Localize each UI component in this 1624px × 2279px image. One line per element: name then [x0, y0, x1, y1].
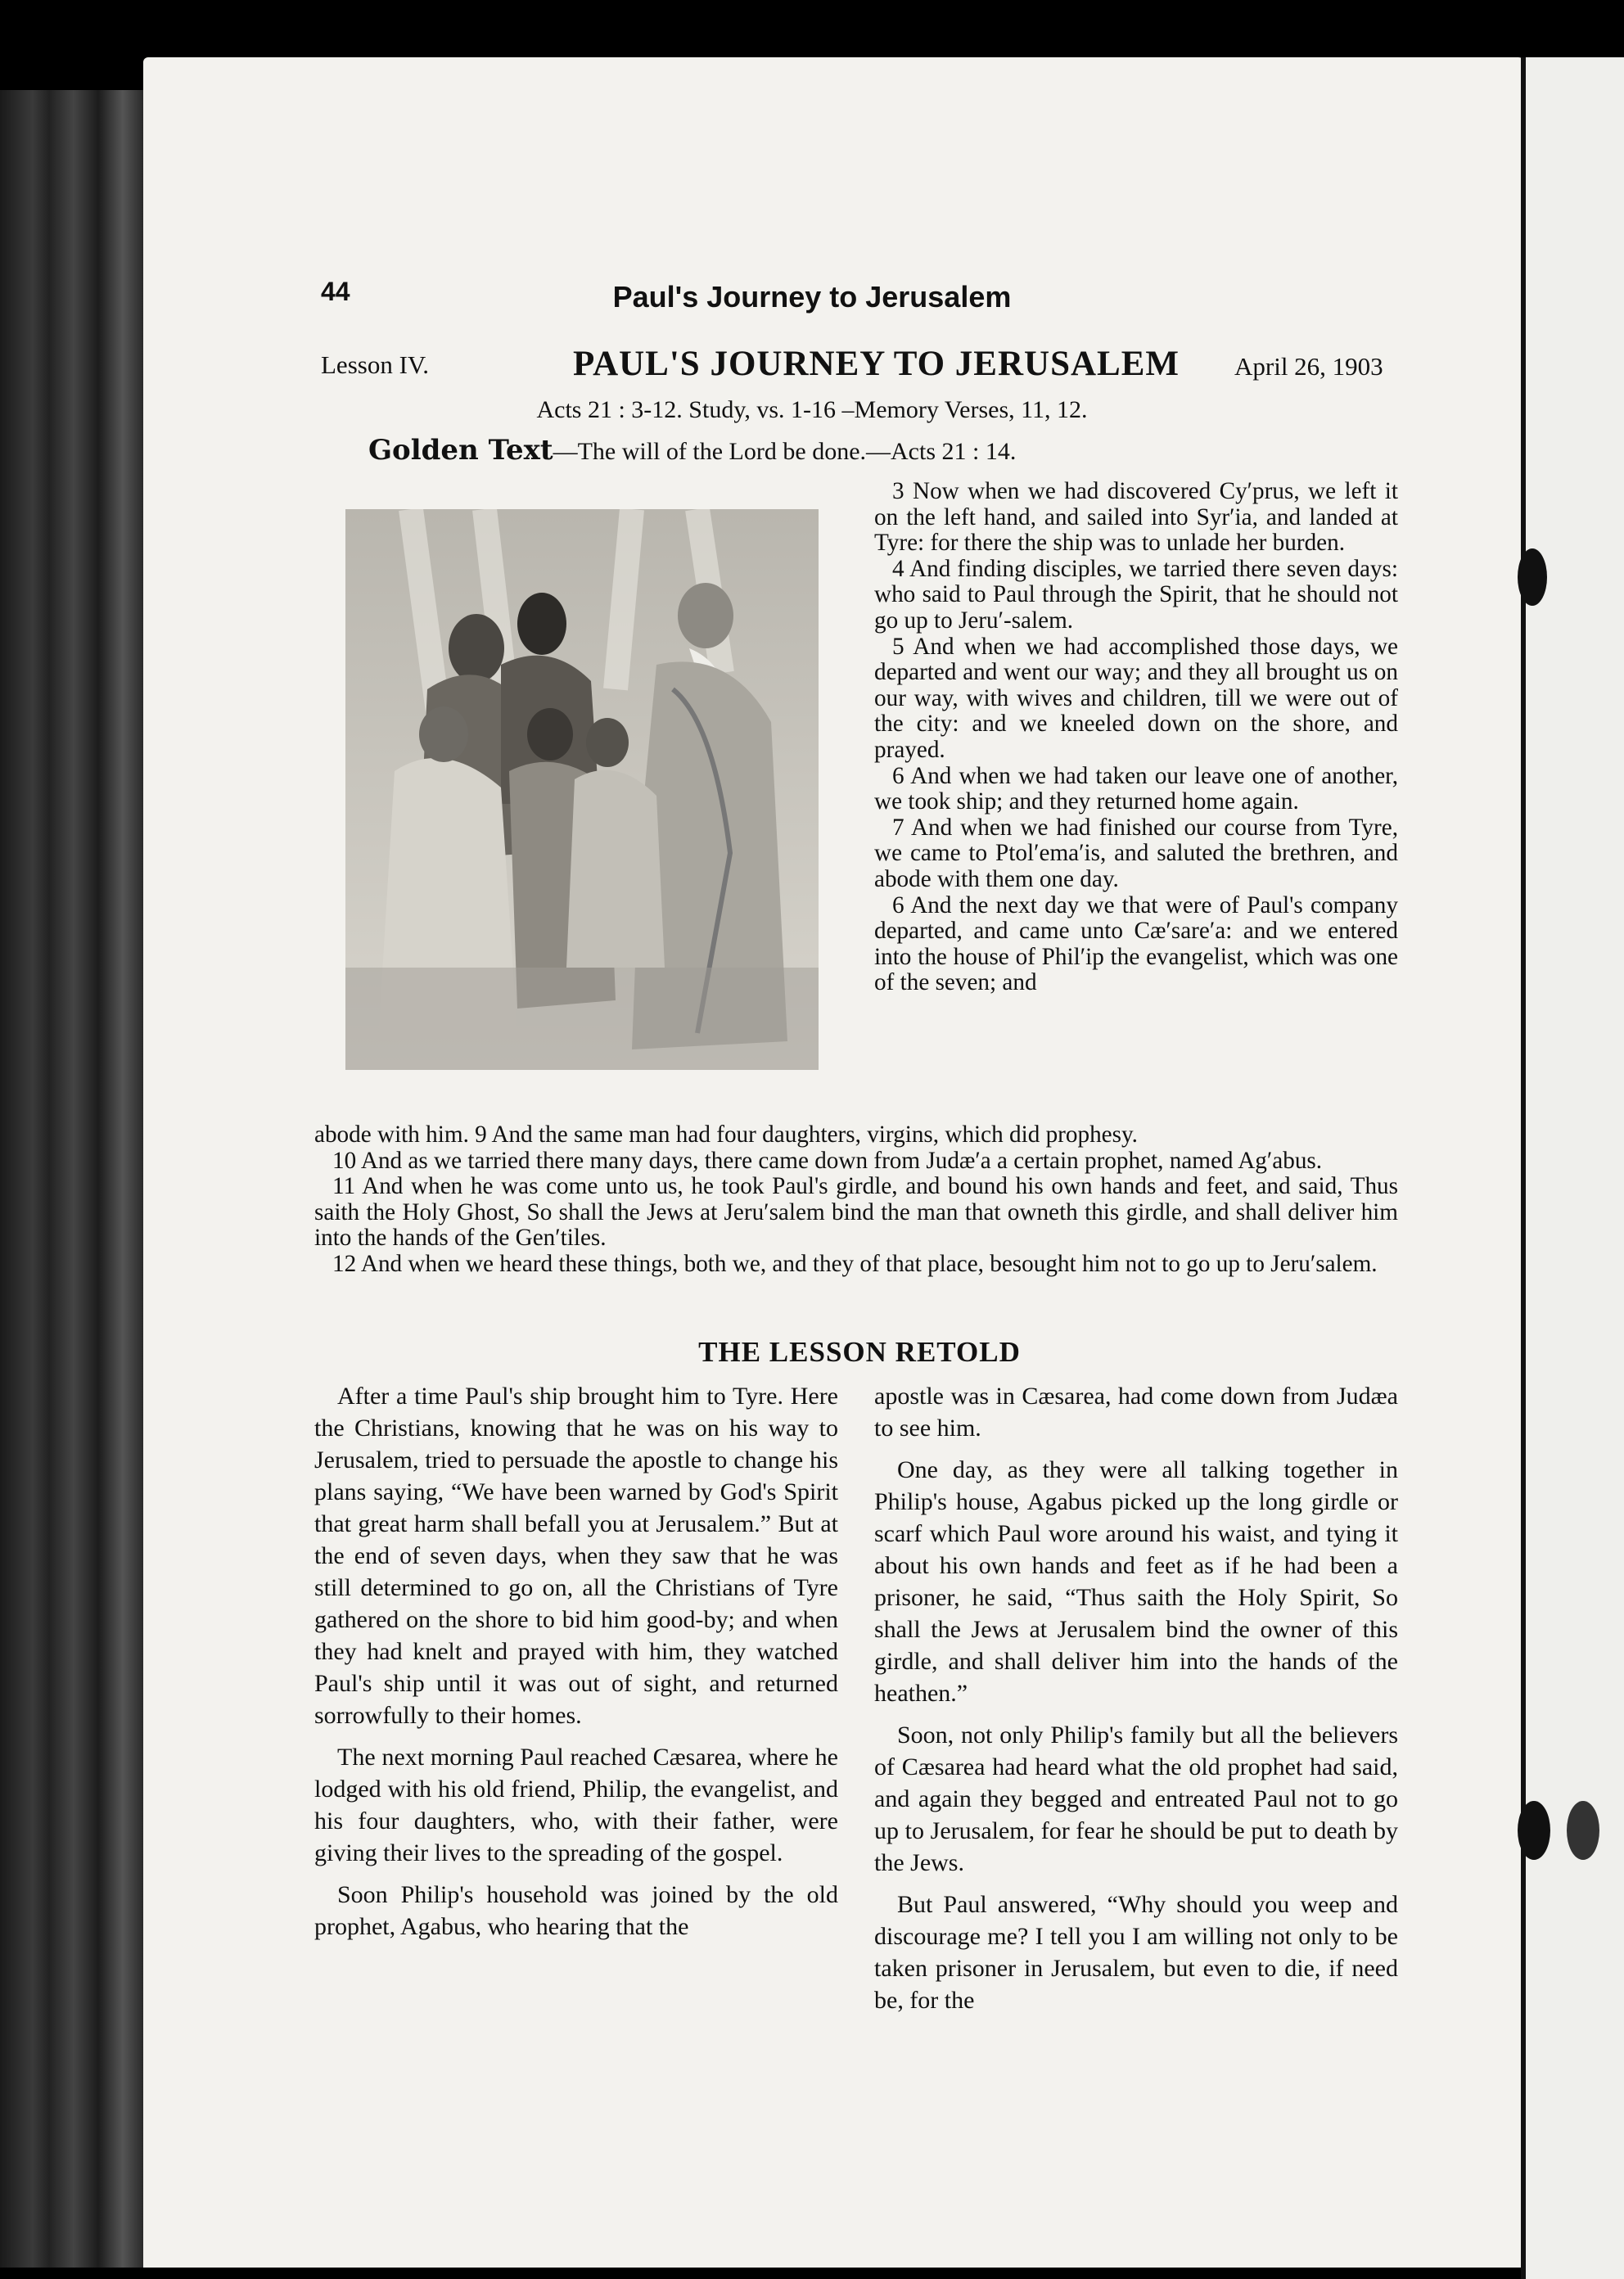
retold-right-column	[874, 1380, 1398, 2026]
retold-paragraph: After a time Paul's ship brought him to Tyre. Here the Christians, knowing that he was on his way to Jerusalem, tried to persuade the apostle to change his plans saying, “We have been warned by God's Spirit that great harm shall befall you at Jerusalem.” But at the end of seven days, when they saw that he was still determined to go on, all the Christians of Tyre gathered on the shore to bid him good-by; and when they had knelt and prayed with him, they watched Paul's ship until it was out of sight, and returned sorrowfully to their homes.	[314, 1383, 838, 1729]
scripture-verse: 11 And when he was come unto us, he took Paul's girdle, and bound his own hands and feet, and said, Thus saith the Holy Ghost, So shall the Jews at Jeru′salem bind the man that owneth this girdle, and shall deliver him into the hands of the Gen′tiles.	[314, 1173, 1398, 1252]
scripture-full-width	[314, 1122, 1398, 1278]
scripture-verse: abode with him. 9 And the same man had four daughters, virgins, which did prophesy.	[314, 1121, 1138, 1148]
lesson-illustration	[345, 509, 819, 1070]
scripture-verse: 5 And when we had accomplished those days, we departed and went our way; and they all brought us on our way, with wives and children, till we were out of the city: and we kneeled down on the shore, and prayed.	[874, 633, 1398, 763]
scripture-verse: 4 And finding disciples, we tarried there seven days: who said to Paul through the Spirit, that he should not go up to Jeru′-salem.	[874, 555, 1398, 634]
golden-text-label: Golden Text	[368, 434, 553, 467]
retold-paragraph: The next morning Paul reached Cæsarea, where he lodged with his old friend, Philip, the evangelist, and his four daughters, who, with their father, were giving their lives to the spreading of the gospel.	[314, 1744, 838, 1866]
binding-hole	[1518, 1801, 1550, 1860]
binding-hole	[1518, 548, 1547, 606]
scripture-right-column	[874, 479, 1398, 996]
lesson-label: Lesson IV.	[321, 350, 430, 379]
running-head: Paul's Journey to Jerusalem	[612, 280, 1012, 314]
lesson-title: PAUL'S JOURNEY TO JERUSALEM	[573, 345, 1180, 383]
golden-text-body: —The will of the Lord be done.—Acts 21 : 14.	[553, 438, 1017, 465]
scripture-verse: 3 Now when we had discovered Cy′prus, we left it on the left hand, and sailed into Syr′ia, and landed at Tyre: for there the ship was to unlade her burden.	[874, 478, 1398, 557]
retold-paragraph: apostle was in Cæsarea, had come down from Judæa to see him.	[874, 1383, 1398, 1442]
lesson-date: April 26, 1903	[1234, 352, 1383, 381]
golden-text	[368, 434, 1016, 467]
scripture-verse: 7 And when we had finished our course from Tyre, we came to Ptol′ema′is, and saluted the brethren, and abode with them one day.	[874, 814, 1398, 892]
retold-paragraph: But Paul answered, “Why should you weep and discourage me? I tell you I am willing not only to be taken prisoner in Jerusalem, but even to die, if need be, for the	[874, 1891, 1398, 2014]
scripture-verse: 10 And as we tarried there many days, there came down from Judæ′a a certain prophet, named Ag′abus.	[332, 1147, 1323, 1174]
scripture-reference: Acts 21 : 3-12. Study, vs. 1-16 –Memory Verses, 11, 12.	[536, 396, 1088, 423]
retold-left-column	[314, 1380, 838, 1952]
adjacent-page	[1521, 57, 1624, 2279]
retold-paragraph: One day, as they were all talking together in Philip's house, Agabus picked up the long girdle or scarf which Paul wore around his waist, and tying it about his own hands and feet as if he had been a prisoner, he said, “Thus saith the Holy Spirit, So shall the Jews at Jerusalem bind the owner of this girdle, and shall deliver him into the hands of the heathen.”	[874, 1456, 1398, 1707]
section-heading: THE LESSON RETOLD	[698, 1336, 1021, 1368]
scripture-verse: 6 And the next day we that were of Paul's company departed, and came unto Cæ′sare′a: and we entered into the house of Phil′ip the evangelist, which was one of the seven; and	[874, 891, 1398, 996]
binding-hole	[1567, 1801, 1599, 1860]
retold-paragraph: Soon, not only Philip's family but all the believers of Cæsarea had heard what the old prophet had said, and again they begged and entreated Paul not to go up to Jerusalem, for fear he should be put to death by the Jews.	[874, 1722, 1398, 1876]
scripture-verse: 6 And when we had taken our leave one of another, we took ship; and they returned home again.	[874, 762, 1398, 815]
page-number: 44	[321, 277, 350, 306]
scripture-verse: 12 And when we heard these things, both we, and they of that place, besought him not to go up to Jeru′salem.	[332, 1250, 1378, 1277]
retold-paragraph: Soon Philip's household was joined by the old prophet, Agabus, who hearing that the	[314, 1881, 838, 1940]
